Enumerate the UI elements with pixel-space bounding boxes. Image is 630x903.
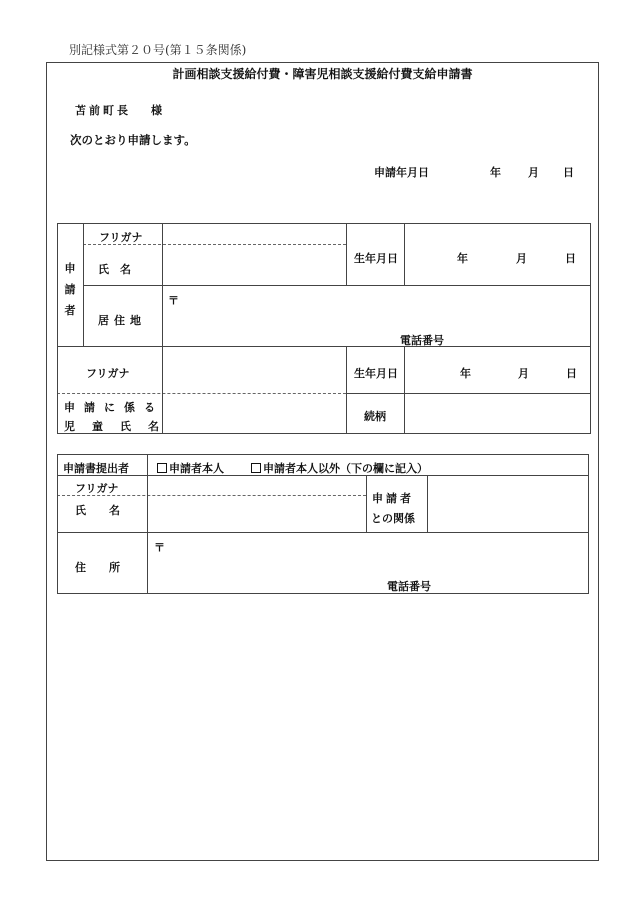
submitter-furigana-label: フリガナ: [75, 482, 119, 495]
child-birth-month: 月: [518, 367, 529, 380]
application-date-label: 申請年月日: [374, 166, 429, 179]
intro-text: 次のとおり申請します。: [70, 133, 196, 147]
submitter-postal-mark: 〒: [154, 541, 165, 554]
addressee-suffix: 様: [151, 104, 165, 117]
submitter-phone-label: 電話番号: [387, 580, 431, 593]
child-furigana-label: フリガナ: [86, 367, 130, 380]
addressee-name: 苫前町長: [75, 104, 131, 117]
application-date-day: 日: [563, 166, 574, 179]
applicant-birth-day: 日: [565, 252, 576, 265]
submitter-address-label: 住 所: [75, 561, 126, 574]
form-reference-label: 別記様式第２０号(第１５条関係): [69, 43, 247, 57]
addressee: [75, 102, 165, 118]
submitter-option-self[interactable]: 申請者本人: [157, 460, 224, 476]
self-checkbox[interactable]: [157, 463, 167, 473]
applicant-furigana-label: フリガナ: [99, 231, 143, 244]
submitter-name-label: 氏 名: [75, 504, 126, 517]
other-checkbox[interactable]: [251, 463, 261, 473]
submitter-relation-line1: 申請者: [372, 492, 414, 505]
child-birth-day: 日: [566, 367, 577, 380]
submitter-label: 申請書提出者: [63, 462, 129, 475]
child-name-label-line2: 児童氏名: [64, 420, 176, 433]
child-birth-label: 生年月日: [354, 367, 398, 380]
child-name-label-line1: 申請に係る: [64, 401, 164, 414]
application-date-year: 年: [490, 166, 501, 179]
applicant-residence-label: 居住地: [98, 314, 146, 327]
application-date-month: 月: [528, 166, 539, 179]
applicant-birth-label: 生年月日: [354, 252, 398, 265]
submitter-relation-line2: との関係: [371, 512, 415, 525]
applicant-phone-label: 電話番号: [400, 334, 444, 347]
child-birth-year: 年: [460, 367, 471, 380]
child-relation-label: 続柄: [364, 410, 386, 423]
applicant-birth-month: 月: [516, 252, 527, 265]
applicant-name-label: 氏 名: [98, 263, 131, 276]
applicant-birth-year: 年: [457, 252, 468, 265]
applicant-postal-mark: 〒: [168, 294, 179, 307]
submitter-option-other[interactable]: 申請者本人以外（下の欄に記入）: [251, 460, 428, 476]
applicant-side-label: 申 請 者: [64, 262, 76, 317]
form-title: 計画相談支援給付費・障害児相談支援給付費支給申請書: [172, 67, 473, 81]
